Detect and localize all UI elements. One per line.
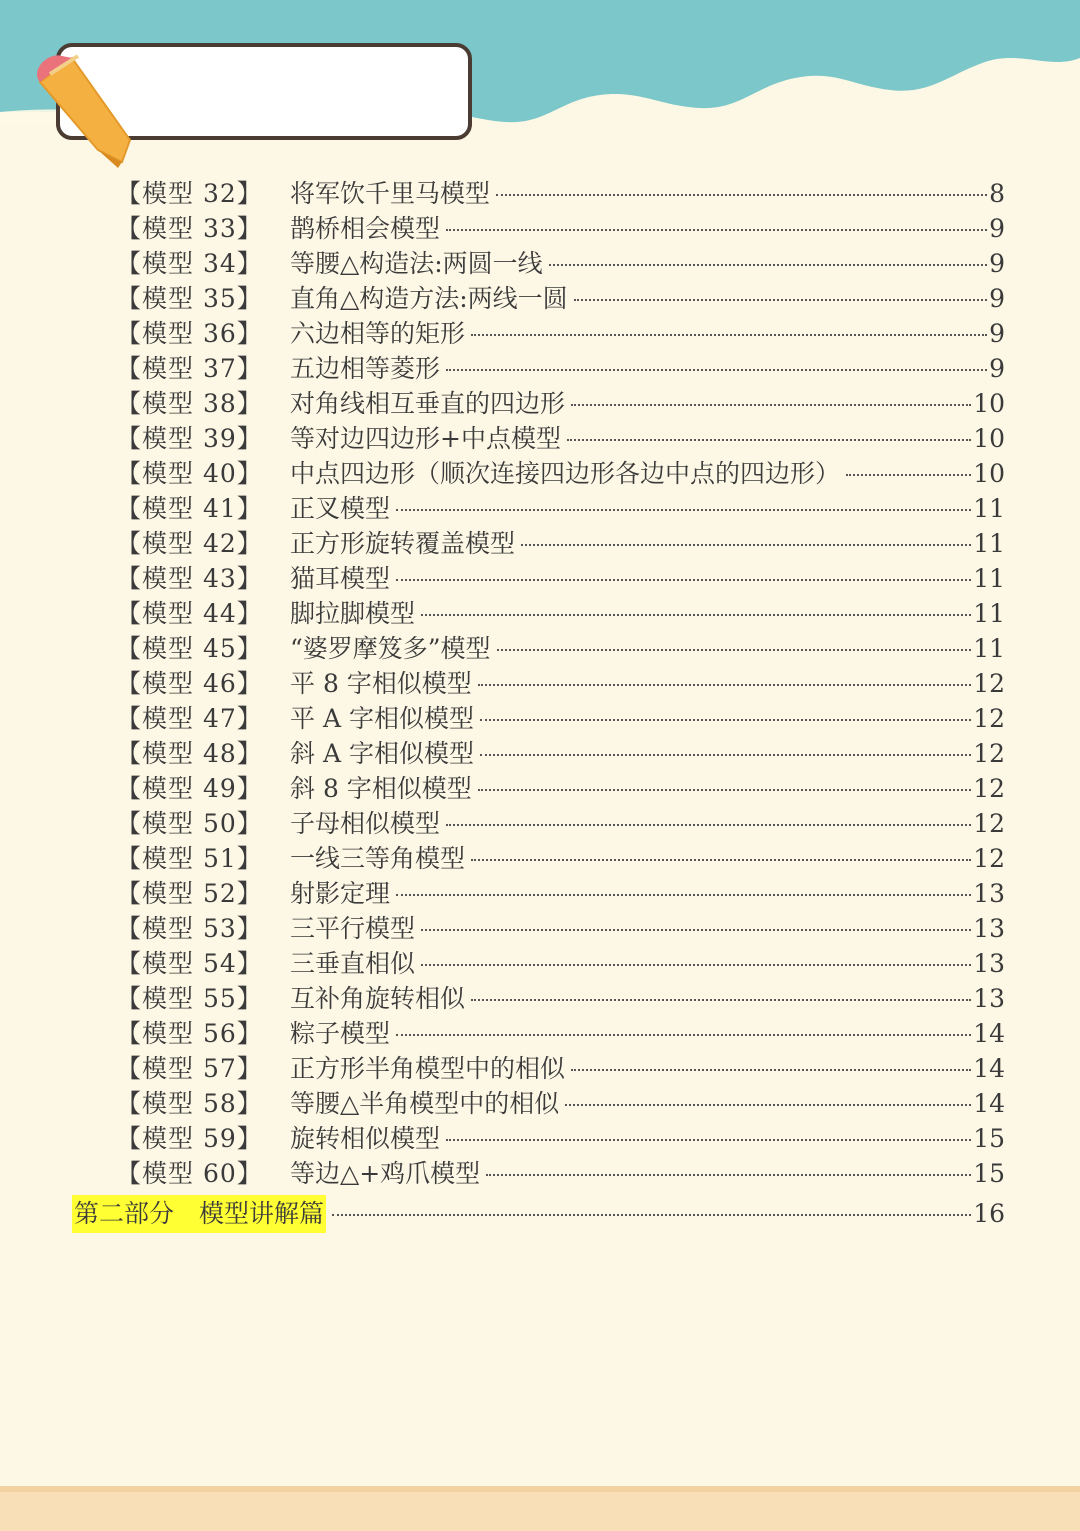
- dot-leader: [571, 404, 971, 406]
- toc-entry[interactable]: [0, 806, 1080, 841]
- toc-entry-line: [290, 666, 1005, 701]
- toc-entry-label: 【模型 59】: [116, 1124, 263, 1153]
- toc-entry[interactable]: [0, 736, 1080, 771]
- toc-entry-line: [290, 806, 1005, 841]
- toc-entry-page-number: 11: [973, 564, 1005, 593]
- toc-entry-label: 【模型 41】: [116, 494, 263, 523]
- toc-entry-page-number: 14: [973, 1054, 1005, 1083]
- toc-entry-title: 直角△构造方法:两线一圆: [290, 284, 568, 313]
- toc-entry[interactable]: [0, 631, 1080, 666]
- toc-entry[interactable]: [0, 456, 1080, 491]
- toc-entry-title: 三平行模型: [290, 914, 416, 943]
- toc-entry[interactable]: [0, 351, 1080, 386]
- toc-entry-page-number: 12: [973, 774, 1005, 803]
- toc-entry-page-number: 9: [989, 284, 1005, 313]
- toc-entry[interactable]: [0, 526, 1080, 561]
- toc-entry-line: [290, 1016, 1005, 1051]
- dot-leader: [549, 264, 987, 266]
- dot-leader: [574, 299, 987, 301]
- toc-entry-line: [290, 491, 1005, 526]
- toc-entry[interactable]: [0, 281, 1080, 316]
- toc-entry-label: 【模型 42】: [116, 529, 263, 558]
- toc-entry-page-number: 11: [973, 634, 1005, 663]
- toc-entry-page-number: 10: [973, 459, 1005, 488]
- toc-entry[interactable]: [0, 1016, 1080, 1051]
- dot-leader: [446, 824, 971, 826]
- toc-section-line: [72, 1195, 1005, 1233]
- toc-entry-page-number: 15: [973, 1124, 1005, 1153]
- toc-entry-title: 斜 8 字相似模型: [290, 774, 472, 803]
- toc-entry-page-number: 9: [989, 249, 1005, 278]
- toc-entry-label: 【模型 56】: [116, 1019, 263, 1048]
- toc-entry-page-number: 12: [973, 669, 1005, 698]
- toc-entry-page-number: 13: [973, 879, 1005, 908]
- dot-leader: [497, 649, 972, 651]
- dot-leader: [396, 509, 971, 511]
- toc-entry-line: [290, 1121, 1005, 1156]
- toc-entry-label: 【模型 32】: [116, 179, 263, 208]
- toc-entry-line: [290, 386, 1005, 421]
- toc-entry-title: 中点四边形（顺次连接四边形各边中点的四边形）: [290, 459, 841, 488]
- toc-entry-title: 平 8 字相似模型: [290, 669, 472, 698]
- toc-entry-line: [290, 421, 1005, 456]
- toc-entry-label: 【模型 57】: [116, 1054, 263, 1083]
- toc-entry-label: 【模型 33】: [116, 214, 263, 243]
- toc-entry-label: 【模型 38】: [116, 389, 263, 418]
- dot-leader: [846, 474, 971, 476]
- toc-entry-label: 【模型 55】: [116, 984, 263, 1013]
- toc-entry-page-number: 9: [989, 214, 1005, 243]
- toc-entry[interactable]: [0, 1051, 1080, 1086]
- toc-entry[interactable]: [0, 421, 1080, 456]
- toc-entry-label: 【模型 54】: [116, 949, 263, 978]
- toc-entry-title: 旋转相似模型: [290, 1124, 441, 1153]
- dot-leader: [396, 894, 971, 896]
- toc-entry-title: 等腰△半角模型中的相似: [290, 1089, 560, 1118]
- toc-entry-page-number: 10: [973, 389, 1005, 418]
- dot-leader: [421, 929, 971, 931]
- toc-entry-title: “婆罗摩笈多”模型: [290, 634, 491, 663]
- toc-entry-title: 射影定理: [290, 879, 391, 908]
- toc-entry[interactable]: [0, 491, 1080, 526]
- toc-entry-label: 【模型 40】: [116, 459, 263, 488]
- toc-entry[interactable]: [0, 841, 1080, 876]
- dot-leader: [471, 999, 971, 1001]
- dot-leader: [471, 334, 987, 336]
- toc-entry[interactable]: [0, 771, 1080, 806]
- toc-entry[interactable]: [0, 946, 1080, 981]
- dot-leader: [567, 439, 971, 441]
- toc-entry-label: 【模型 36】: [116, 319, 263, 348]
- toc-entry-page-number: 11: [973, 599, 1005, 628]
- toc-entry[interactable]: [0, 211, 1080, 246]
- toc-entry[interactable]: [0, 666, 1080, 701]
- toc-entry-line: [290, 841, 1005, 876]
- toc-entry-label: 【模型 46】: [116, 669, 263, 698]
- toc-entry-label: 【模型 52】: [116, 879, 263, 908]
- toc-entry-label: 【模型 39】: [116, 424, 263, 453]
- toc-entry-title: 平 A 字相似模型: [290, 704, 474, 733]
- toc-entry-title: 子母相似模型: [290, 809, 441, 838]
- toc-entry-label: 【模型 60】: [116, 1159, 263, 1188]
- toc-entry-label: 【模型 45】: [116, 634, 263, 663]
- toc-entry-line: [290, 351, 1005, 386]
- dot-leader: [446, 1139, 971, 1141]
- dot-leader: [471, 859, 971, 861]
- dot-leader: [396, 1034, 971, 1036]
- toc-entry-title: 猫耳模型: [290, 564, 391, 593]
- toc-entry-page-number: 9: [989, 319, 1005, 348]
- toc-entry-page-number: 13: [973, 984, 1005, 1013]
- toc-entry-title: 正方形旋转覆盖模型: [290, 529, 516, 558]
- toc-entry-line: [290, 771, 1005, 806]
- dot-leader: [496, 194, 987, 196]
- toc-entry-label: 【模型 48】: [116, 739, 263, 768]
- toc-entry-title: 五边相等菱形: [290, 354, 441, 383]
- toc-section-title: 第二部分 模型讲解篇: [72, 1195, 326, 1233]
- dot-leader: [421, 614, 971, 616]
- toc-entry[interactable]: [0, 386, 1080, 421]
- toc-entry-title: 将军饮千里马模型: [290, 179, 491, 208]
- toc-entry-line: [290, 1086, 1005, 1121]
- toc-entry[interactable]: [0, 1086, 1080, 1121]
- toc-entry-line: [290, 736, 1005, 771]
- dot-leader: [480, 719, 971, 721]
- toc-entry-title: 等边△+鸡爪模型: [290, 1159, 481, 1188]
- toc-entry-page-number: 14: [973, 1089, 1005, 1118]
- toc-entry-page-number: 13: [973, 914, 1005, 943]
- toc-entry-title: 等腰△构造法:两圆一线: [290, 249, 543, 278]
- toc-entry[interactable]: [0, 911, 1080, 946]
- toc-entry-title: 六边相等的矩形: [290, 319, 466, 348]
- dot-leader: [478, 684, 971, 686]
- toc-entry-label: 【模型 44】: [116, 599, 263, 628]
- toc-entry[interactable]: [0, 1121, 1080, 1156]
- toc-entry-line: [290, 596, 1005, 631]
- toc-entry-line: [290, 631, 1005, 666]
- toc-entry-label: 【模型 53】: [116, 914, 263, 943]
- toc-entry-page-number: 12: [973, 844, 1005, 873]
- toc-entry-label: 【模型 35】: [116, 284, 263, 313]
- toc-entry-line: [290, 876, 1005, 911]
- toc-section-heading[interactable]: [0, 1195, 1080, 1233]
- toc-entry-label: 【模型 58】: [116, 1089, 263, 1118]
- toc-entry-line: [290, 981, 1005, 1016]
- toc-entry-title: 互补角旋转相似: [290, 984, 466, 1013]
- dot-leader: [565, 1104, 971, 1106]
- toc-entry-label: 【模型 49】: [116, 774, 263, 803]
- toc-section-page-number: 16: [973, 1199, 1005, 1228]
- toc-entry-title: 等对边四边形+中点模型: [290, 424, 561, 453]
- toc-entry-label: 【模型 50】: [116, 809, 263, 838]
- toc-entry[interactable]: [0, 981, 1080, 1016]
- toc-entry-title: 正方形半角模型中的相似: [290, 1054, 566, 1083]
- toc-entry[interactable]: [0, 1156, 1080, 1191]
- toc-entry-page-number: 14: [973, 1019, 1005, 1048]
- toc-entry-line: [290, 211, 1005, 246]
- toc-entry-line: [290, 456, 1005, 491]
- toc-entry-label: 【模型 47】: [116, 704, 263, 733]
- toc-entry-line: [290, 316, 1005, 351]
- toc-entry-line: [290, 561, 1005, 596]
- toc-entry-page-number: 10: [973, 424, 1005, 453]
- toc-entry-line: [290, 1156, 1005, 1191]
- toc-entry-label: 【模型 34】: [116, 249, 263, 278]
- toc-entry-title: 鹊桥相会模型: [290, 214, 441, 243]
- toc-entry[interactable]: [0, 596, 1080, 631]
- toc-entry-line: [290, 701, 1005, 736]
- toc-entry-line: [290, 281, 1005, 316]
- dot-leader: [332, 1214, 971, 1216]
- toc-entry-page-number: 11: [973, 529, 1005, 558]
- dot-leader: [478, 789, 971, 791]
- toc-entry-line: [290, 526, 1005, 561]
- dot-leader: [421, 964, 971, 966]
- toc-entry[interactable]: [0, 561, 1080, 596]
- toc-entry-page-number: 12: [973, 809, 1005, 838]
- toc-entry-label: 【模型 43】: [116, 564, 263, 593]
- dot-leader: [480, 754, 971, 756]
- toc-entry[interactable]: [0, 876, 1080, 911]
- toc-entry-title: 脚拉脚模型: [290, 599, 416, 628]
- toc-entry[interactable]: [0, 701, 1080, 736]
- dot-leader: [446, 369, 987, 371]
- toc-entry-page-number: 8: [989, 179, 1005, 208]
- toc-entry-label: 【模型 51】: [116, 844, 263, 873]
- toc-entry-page-number: 13: [973, 949, 1005, 978]
- toc-entry-page-number: 15: [973, 1159, 1005, 1188]
- toc-entry-line: [290, 176, 1005, 211]
- toc-entry-line: [290, 246, 1005, 281]
- toc-entry[interactable]: [0, 316, 1080, 351]
- toc-entry-page-number: 9: [989, 354, 1005, 383]
- toc-entry-title: 斜 A 字相似模型: [290, 739, 474, 768]
- toc-entry-title: 对角线相互垂直的四边形: [290, 389, 566, 418]
- toc-entry-page-number: 11: [973, 494, 1005, 523]
- toc-entry-label: 【模型 37】: [116, 354, 263, 383]
- bottom-band: [0, 1486, 1080, 1531]
- toc-entry-line: [290, 1051, 1005, 1086]
- toc-entry-title: 粽子模型: [290, 1019, 391, 1048]
- dot-leader: [446, 229, 987, 231]
- dot-leader: [396, 579, 971, 581]
- dot-leader: [521, 544, 971, 546]
- toc-entry-title: 正叉模型: [290, 494, 391, 523]
- dot-leader: [486, 1174, 971, 1176]
- toc-entry-title: 三垂直相似: [290, 949, 416, 978]
- toc-entry[interactable]: [0, 176, 1080, 211]
- toc-entry-page-number: 12: [973, 704, 1005, 733]
- toc-entry-line: [290, 911, 1005, 946]
- toc-entry-line: [290, 946, 1005, 981]
- toc-entry-page-number: 12: [973, 739, 1005, 768]
- toc-entry[interactable]: [0, 246, 1080, 281]
- dot-leader: [571, 1069, 971, 1071]
- toc-entry-title: 一线三等角模型: [290, 844, 466, 873]
